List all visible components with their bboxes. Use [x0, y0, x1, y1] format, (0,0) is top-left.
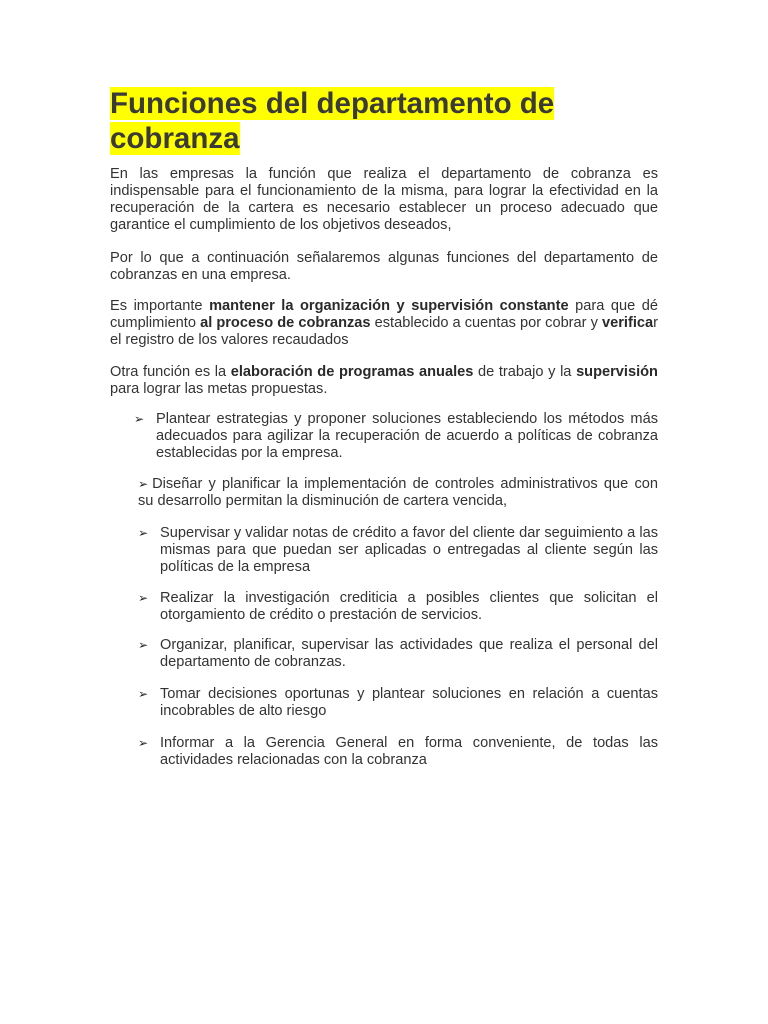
- arrowhead-bullet-icon: ➢: [138, 736, 149, 750]
- p4-bold-b: elaboración de programas anuales: [230, 364, 474, 380]
- bullet-text-4: Realizar la investigación crediticia a posibles clientes que solicitan el otorgamiento de crédito o prestación de servicios.: [160, 590, 658, 623]
- bullet-text-2: Diseñar y planificar la implementación de controles administrativos que con su desarrollo permitan la disminución de cartera vencida,: [138, 476, 658, 509]
- p3-bold-b: mantener la organización y supervisión constante: [209, 298, 569, 314]
- p4-bold-d: supervisión: [576, 364, 658, 380]
- title-highlight: Funciones del departamento de cobranza: [110, 87, 555, 155]
- p3-text-c: para que dé cumplimiento: [110, 298, 658, 331]
- arrowhead-bullet-icon: ➢: [138, 591, 149, 605]
- paragraph-2: Por lo que a continuación señalaremos algunas funciones del departamento de cobranzas en una empresa.: [110, 250, 658, 283]
- arrowhead-bullet-icon: ➢: [138, 687, 149, 701]
- arrowhead-bullet-icon: ➢: [138, 477, 149, 491]
- arrowhead-bullet-icon: ➢: [138, 638, 149, 652]
- bullet-item-7: [138, 735, 658, 769]
- bullet-item-5: [138, 637, 658, 671]
- p3-bold-d: al proceso de cobranzas: [200, 315, 371, 331]
- bullet-text-7: Informar a la Gerencia General en forma conveniente, de todas las actividades relacionadas con la cobranza: [160, 735, 658, 768]
- p4-text-e: para lograr las metas propuestas.: [110, 381, 328, 397]
- document-title: [110, 86, 670, 156]
- bullet-text-6: Tomar decisiones oportunas y plantear soluciones en relación a cuentas incobrables de alto riesgo: [160, 686, 658, 719]
- bullet-item-6: [138, 686, 658, 720]
- p4-text-c: de trabajo y la: [473, 364, 577, 380]
- bullet-item-4: [138, 590, 658, 624]
- bullet-item-3: [138, 525, 658, 576]
- bullet-item-1: [134, 411, 658, 462]
- bullet-text-1: Plantear estrategias y proponer soluciones estableciendo los métodos más adecuados para agilizar la recuperación de acuerdo a políticas de cobranza establecidas por la empresa.: [156, 411, 658, 461]
- paragraph-4: [110, 364, 658, 398]
- intro-paragraph: En las empresas la función que realiza el departamento de cobranza es indispensable para el funcionamiento de la misma, para lograr la efectividad en la recuperación de la cartera es necesario establecer un proceso adecuado que garantice el cumplimiento de los objetivos deseados,: [110, 166, 658, 233]
- bullet-text-5: Organizar, planificar, supervisar las actividades que realiza el personal del departamento de cobranzas.: [160, 637, 658, 670]
- p3-text-e: establecido a cuentas por cobrar y: [370, 315, 603, 331]
- paragraph-3: [110, 298, 658, 349]
- p3-text-g: r el registro de los valores recaudados: [110, 315, 659, 348]
- arrowhead-bullet-icon: ➢: [138, 526, 149, 540]
- arrowhead-bullet-icon: ➢: [134, 412, 145, 426]
- p4-text-a: Otra función es la: [110, 364, 231, 380]
- bullet-text-3: Supervisar y validar notas de crédito a favor del cliente dar seguimiento a las mismas para que puedan ser aplicadas o entregadas al cliente según las políticas de la empresa: [160, 525, 658, 575]
- p3-bold-f: verifica: [602, 315, 654, 331]
- bullet-item-2: [138, 476, 658, 510]
- p3-text-a: Es importante: [110, 298, 210, 314]
